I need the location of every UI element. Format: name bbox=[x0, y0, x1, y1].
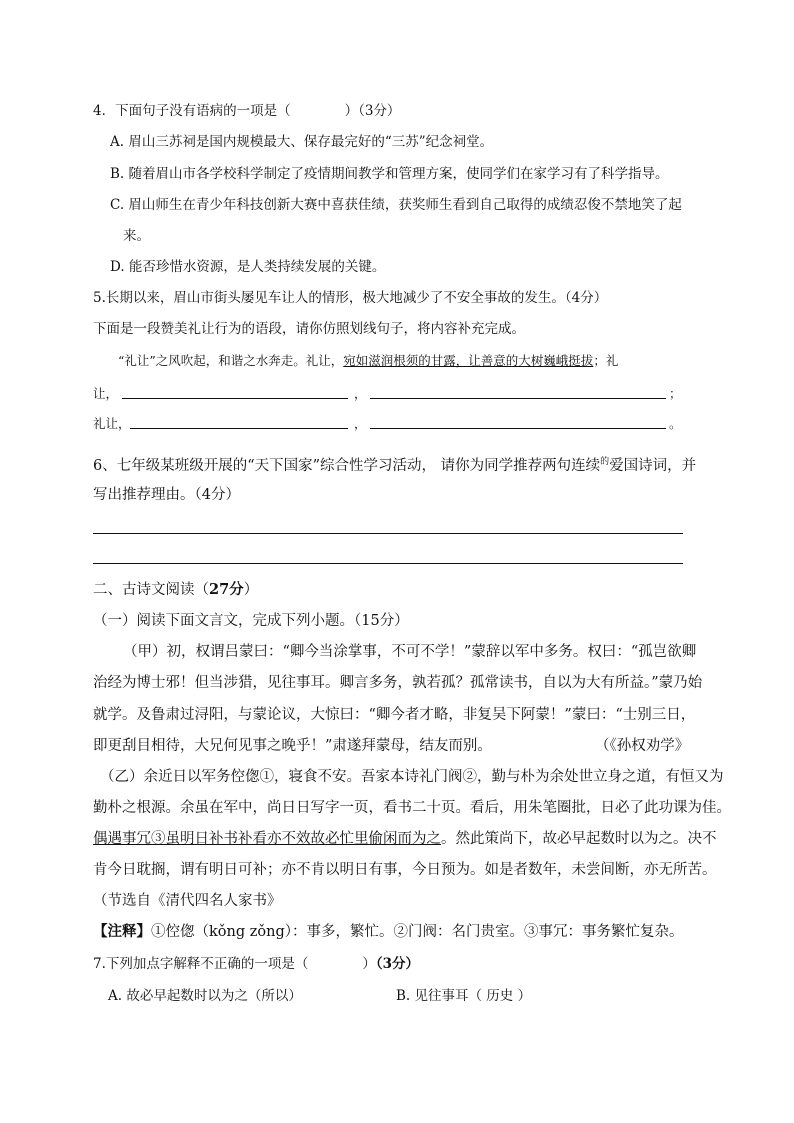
q5-line3-start: 礼让， bbox=[93, 416, 131, 431]
q5-line3-end: 。 bbox=[669, 416, 682, 431]
q4-option-c-cont: 来。 bbox=[123, 228, 150, 244]
q6-answer-line-1[interactable] bbox=[93, 533, 683, 534]
q5-underlined-sentence: 宛如滋润根须的甘露，让善意的大树巍峨挺拔 bbox=[343, 353, 594, 368]
q7-option-b: B. 见往事耳（ 历史 ） bbox=[396, 988, 532, 1004]
q5-blank-3[interactable] bbox=[130, 414, 348, 429]
section2-heading-a: 二、古诗文阅读（ bbox=[93, 582, 209, 598]
q6-stem bbox=[93, 452, 696, 476]
q6-stem-part1: 6、七年级某班级开展的“天下国家”综合性学习活动， bbox=[93, 457, 437, 474]
q6-stem-part2: 请你为同学推荐两句连续 bbox=[440, 457, 601, 474]
section2-subheading: （一）阅读下面文言文，完成下列小题。（15分） bbox=[93, 613, 409, 629]
q5-blank-2[interactable] bbox=[370, 384, 666, 399]
passage-b-line-3-rest: 。然此策尚下，故必早起数时以为之。决不 bbox=[441, 831, 717, 847]
passage-b-underlined-sentence: 偶遇事冗③虽明日补书补看亦不效故必忙里偷闲而为之 bbox=[93, 831, 441, 847]
passage-b-line-4: 肯今日耽搁，谓有明日可补；亦不肯以明日有事，今日预为。如是者数年，未尝间断，亦无所苦。 bbox=[93, 862, 717, 878]
passage-b-line-3 bbox=[93, 829, 717, 849]
passage-a-line-4: 即更刮目相待，大兄何见事之晚乎！”肃遂拜蒙母，结友而别。 bbox=[93, 738, 492, 754]
q6-answer-line-2[interactable] bbox=[93, 563, 683, 564]
q5-line2-mid: ， bbox=[354, 386, 367, 401]
passage-b-line-1: （乙）余近日以军务倥偬①，寝食不安。吾家本诗礼门阀②，勤与朴为余处世立身之道，有恒又为 bbox=[100, 769, 724, 785]
q7-score: （3分） bbox=[375, 956, 420, 972]
passage-b-notes bbox=[93, 922, 683, 942]
q5-paragraph bbox=[118, 351, 618, 371]
section2-heading bbox=[93, 580, 258, 600]
q5-blank-4[interactable] bbox=[370, 414, 666, 429]
passage-a-line-3: 就学。及鲁肃过浔阳，与蒙论议，大惊曰：“卿今者才略，非复吴下阿蒙！”蒙曰：“士别三日， bbox=[93, 707, 696, 723]
q4-option-c: C. 眉山师生在青少年科技创新大赛中喜获佳绩，获奖师生看到自己取得的成绩忍俊不禁地笑了起 bbox=[110, 197, 682, 213]
passage-b-source: （节选自《清代四名人家书》 bbox=[93, 893, 282, 909]
section2-heading-c: ） bbox=[243, 582, 259, 598]
q6-stem-line2: 写出推荐理由。（4分） bbox=[93, 487, 240, 503]
q4-option-b: B. 随着眉山市各学校科学制定了疫情期间教学和管理方案，使同学们在家学习有了科学指导。 bbox=[110, 166, 669, 182]
q7-stem bbox=[93, 954, 419, 974]
q4-option-d: D. 能否珍惜水资源，是人类持续发展的关键。 bbox=[110, 259, 386, 275]
q6-stem-part3: 爱国诗词，并 bbox=[609, 457, 697, 474]
passage-b-line-2: 勤朴之根源。余虽在军中，尚日日写字一页，看书二十页。看后，用朱笔圈批，日必了此功课为佳。 bbox=[93, 800, 731, 816]
q4-stem: 4．下面句子没有语病的一项是（ ）（3分） bbox=[93, 103, 401, 119]
q4-option-a: A. 眉山三苏祠是国内规模最大、保存最完好的“三苏”纪念祠堂。 bbox=[110, 134, 494, 150]
q6-stem-sup: 的 bbox=[600, 457, 610, 467]
q7-stem-text: 7.下列加点字解释不正确的一项是（ ） bbox=[93, 956, 376, 972]
section2-heading-score: 27分 bbox=[209, 581, 244, 598]
q5-line2-end: ； bbox=[669, 386, 682, 401]
q7-option-a: A. 故必早起数时以为之（所以） bbox=[108, 988, 302, 1004]
q5-stem: 5.长期以来，眉山市街头屡见车让人的情形，极大地减少了不安全事故的发生。（4分） bbox=[93, 290, 608, 306]
q5-paragraph-end: ；礼 bbox=[593, 353, 619, 368]
passage-a-line-1: （甲）初，权谓吕蒙曰：“卿今当涂掌事，不可不学！”蒙辞以军中多务。权曰：“孤岂欲卿 bbox=[123, 644, 697, 660]
notes-label: 【注释】 bbox=[93, 923, 151, 940]
q5-line2-start: 让， bbox=[93, 386, 119, 401]
notes-text: ①倥偬（kǒng zǒng）：事多，繁忙。②门阀：名门贵室。③事冗：事务繁忙复杂。 bbox=[151, 924, 684, 940]
passage-a-source: （《孙权劝学》 bbox=[595, 738, 690, 754]
q5-line3-mid: ， bbox=[354, 416, 367, 431]
q5-paragraph-start: “礼让”之风吹起，和谐之水奔走。礼让， bbox=[118, 353, 344, 368]
passage-a-line-2: 治经为博士邪！但当涉猎，见往事耳。卿言多务，孰若孤？孤常读书，自以为大有所益。”蒙乃始 bbox=[93, 675, 703, 691]
q5-instruction: 下面是一段赞美礼让行为的语段，请你仿照划线句子，将内容补充完成。 bbox=[93, 321, 525, 337]
q5-blank-1[interactable] bbox=[122, 384, 348, 399]
